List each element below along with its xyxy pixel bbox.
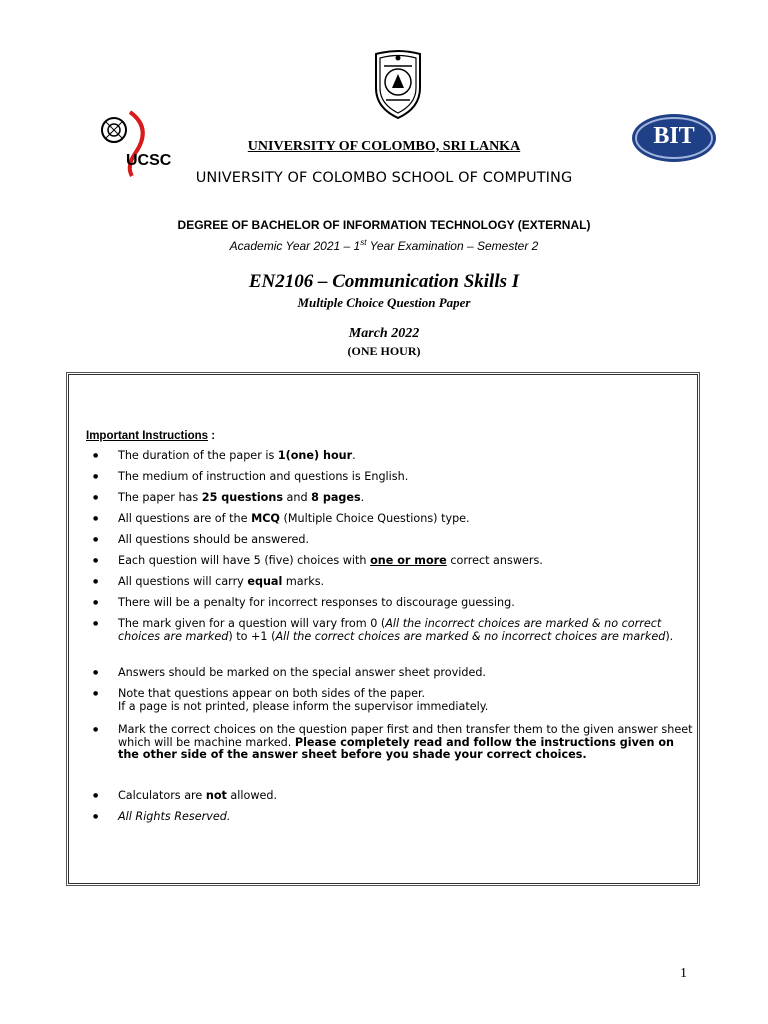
instructions-heading: Important Instructions : [86, 430, 216, 442]
university-crest-logo [368, 48, 428, 120]
exam-date: March 2022 [348, 326, 420, 341]
academic-year: Academic Year 2021 – 1st Year Examination – Semester 2 [229, 238, 539, 253]
page-number: 1 [680, 966, 687, 981]
instruction-item: ● Answers should be marked on the special answer sheet provided. [118, 667, 698, 680]
degree-title: DEGREE OF BACHELOR OF INFORMATION TECHNOLOGY (EXTERNAL) [177, 218, 591, 232]
instruction-item: ● The medium of instruction and questions is English. [118, 471, 698, 484]
instruction-item: ● Mark the correct choices on the question paper first and then transfer them to the given answer sheet which will be machine marked. Please completely read and follow the instructions given on the other side of the answer sheet before you shade your correct choices. [118, 724, 698, 762]
instruction-item: ● There will be a penalty for incorrect responses to discourage guessing. [118, 597, 698, 610]
exam-duration: (ONE HOUR) [347, 344, 421, 358]
instruction-item: ● The duration of the paper is 1(one) hour. [118, 450, 698, 463]
instruction-item: ● Calculators are not allowed. [118, 790, 698, 803]
instruction-item: ● All Rights Reserved. [118, 811, 698, 824]
university-name: UNIVERSITY OF COLOMBO, SRI LANKA [247, 139, 521, 154]
instruction-item: ● All questions will carry equal marks. [118, 576, 698, 589]
bit-logo-text: BIT [653, 123, 695, 149]
instruction-item: ● All questions are of the MCQ (Multiple Choice Questions) type. [118, 513, 698, 526]
instruction-item: ● All questions should be answered. [118, 534, 698, 547]
instruction-item: ● The paper has 25 questions and 8 pages. [118, 492, 698, 505]
instruction-item: ● Each question will have 5 (five) choices with one or more correct answers. [118, 555, 698, 568]
instruction-item: ● The mark given for a question will vary from 0 (All the incorrect choices are marked & no correct choices are marked) to +1 (All the correct choices are marked & no incorrect choices are marked). [118, 618, 698, 643]
paper-type: Multiple Choice Question Paper [297, 295, 471, 310]
bit-logo [631, 113, 717, 163]
course-title: EN2106 – Communication Skills I [248, 271, 520, 292]
ucsc-logo-text: UCSC [126, 152, 172, 169]
instruction-item: ● Note that questions appear on both sides of the paper. If a page is not printed, please inform the supervisor immediately. [118, 688, 698, 713]
school-name: UNIVERSITY OF COLOMBO SCHOOL OF COMPUTING [195, 170, 573, 186]
